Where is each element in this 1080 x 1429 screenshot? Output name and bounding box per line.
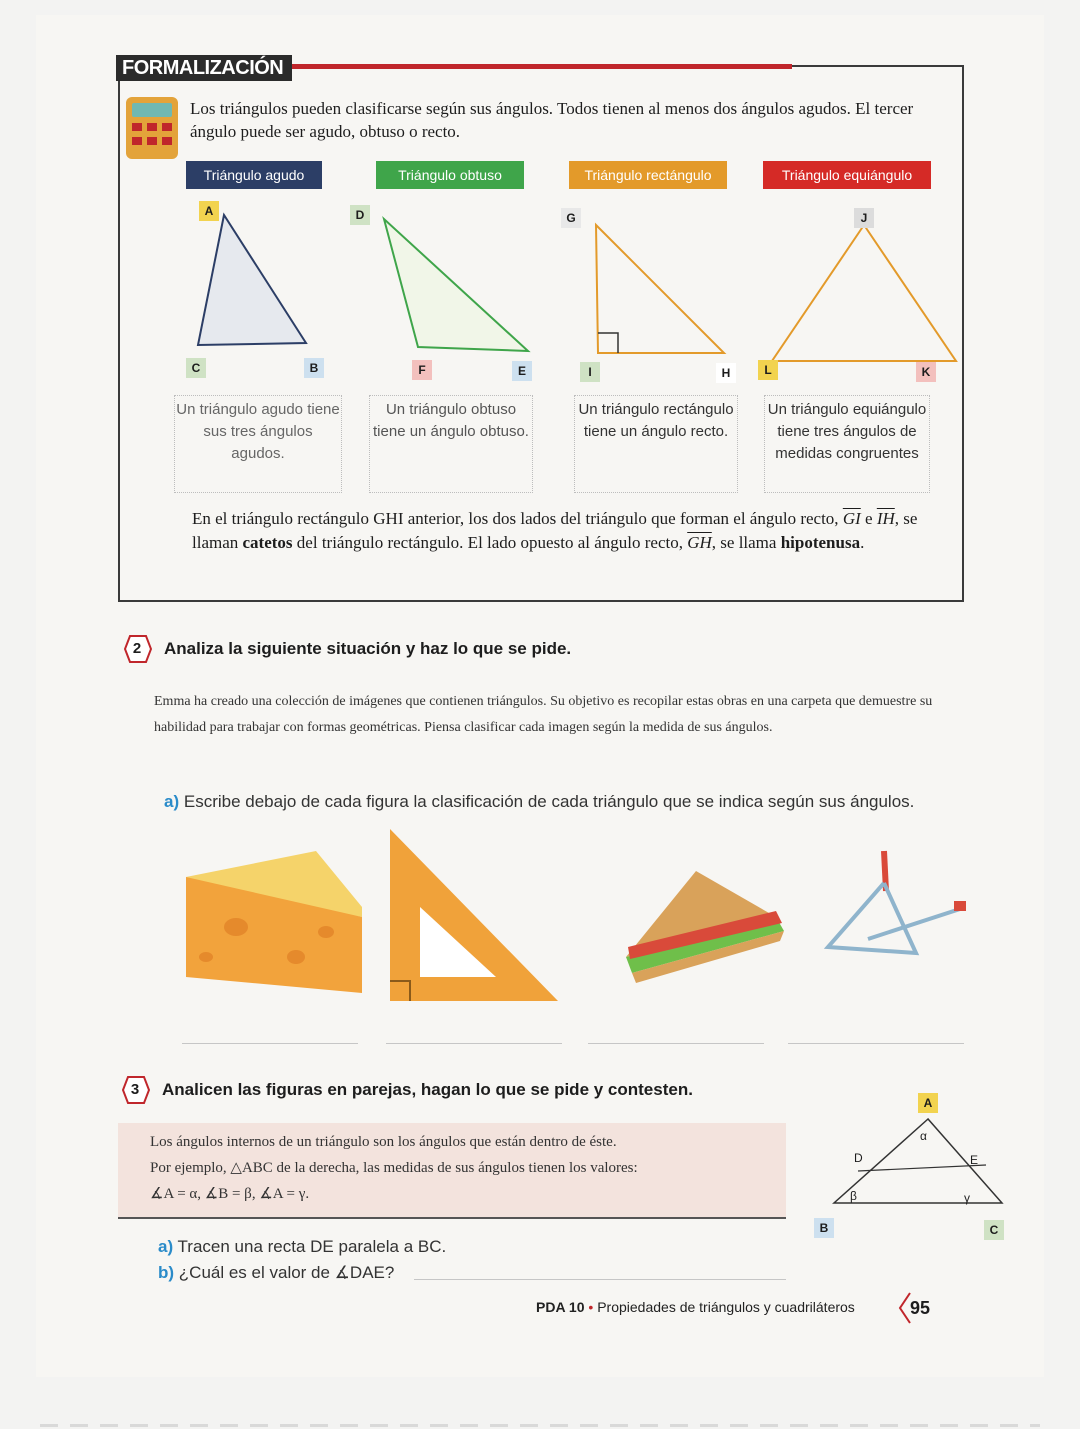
desc-agudo: Un triángulo agudo tiene sus tres ángulos agudos.: [174, 395, 342, 493]
catetos-part: , se llama: [711, 533, 781, 552]
triangle-obtuso: [384, 219, 528, 351]
definition-text: [150, 1129, 780, 1207]
activity-3-question-b: [158, 1263, 394, 1283]
label-agudo: Triángulo agudo: [186, 161, 322, 189]
catetos-part: , se llaman: [192, 509, 918, 552]
catetos-part: En el triángulo rectángulo GHI anterior, los dos lados del triángulo que forman el ángulo recto,: [192, 509, 843, 528]
question-text: Tracen una recta DE paralela a BC.: [177, 1237, 447, 1256]
footer-bullet: •: [588, 1299, 594, 1315]
vertex-e: E: [512, 361, 532, 381]
footer-pda: PDA 10: [536, 1299, 585, 1315]
figure-label-gamma: γ: [964, 1191, 970, 1205]
activity-3-number: 3: [130, 1081, 140, 1098]
figure-label-e: E: [970, 1153, 979, 1167]
footer-topic: Propiedades de triángulos y cuadriláteros: [597, 1299, 855, 1315]
vertex-h: H: [716, 363, 736, 383]
answer-line-1[interactable]: [182, 1043, 358, 1044]
definition-line: ∡A = α, ∡B = β, ∡A = γ.: [150, 1186, 310, 1202]
page-footer: [536, 1299, 855, 1315]
segment-gh: $\overline{GH}$: [687, 533, 712, 552]
page-number: 95: [909, 1298, 931, 1318]
abc-triangle-figure: [816, 1113, 1016, 1213]
right-angle-mark: [598, 333, 618, 353]
vertex-j: J: [854, 208, 874, 228]
intro-text: Los triángulos pueden clasificarse según sus ángulos. Todos tienen al menos dos ángulos agudos. El tercer ángulo puede ser agudo, obtuso o recto.: [190, 99, 914, 141]
vertex-a: A: [199, 201, 219, 221]
set-square-icon: [390, 829, 558, 1001]
figure-vertex-a: A: [918, 1093, 938, 1113]
textbook-page: [36, 15, 1044, 1377]
figure-label-alpha: α: [920, 1129, 927, 1143]
answer-line-dae[interactable]: [414, 1279, 786, 1280]
answer-line-4[interactable]: [788, 1043, 964, 1044]
question-text: ¿Cuál es el valor de ∡DAE?: [178, 1263, 395, 1282]
vertex-l: L: [758, 360, 778, 380]
catetos-text: [192, 507, 948, 555]
section-title: FORMALIZACIÓN: [116, 55, 292, 81]
triangle-instrument-icon: [828, 851, 966, 953]
question-text: Escribe debajo de cada figura la clasificación de cada triángulo que se indica según sus ángulos.: [183, 792, 915, 811]
segment-gi: $\overline{GI}$: [842, 509, 861, 528]
bottom-dashed-divider: [40, 1424, 1040, 1427]
figure-label-beta: β: [850, 1189, 857, 1203]
vertex-d: D: [350, 205, 370, 225]
segment-ih: $\overline{IH}$: [876, 509, 895, 528]
figure-vertex-c: C: [984, 1220, 1004, 1240]
question-letter: a): [164, 792, 180, 811]
term-catetos: catetos: [242, 533, 293, 552]
desc-rectangulo: Un triángulo rectángulo tiene un ángulo recto.: [574, 395, 738, 493]
sandwich-icon: [626, 871, 784, 983]
answer-line-3[interactable]: [588, 1043, 764, 1044]
activity-2-question-a: [164, 792, 1004, 812]
triangle-rectangulo: [596, 225, 724, 353]
vertex-g: G: [561, 208, 581, 228]
vertex-f: F: [412, 360, 432, 380]
definition-line: Por ejemplo, △ABC de la derecha, las medidas de sus ángulos tienen los valores:: [150, 1160, 638, 1176]
figure-vertex-b: B: [814, 1218, 834, 1238]
activity-3-question-a: [158, 1237, 446, 1257]
catetos-part: .: [860, 533, 865, 552]
triangle-equiangulo: [772, 225, 956, 361]
vertex-b: B: [304, 358, 324, 378]
question-letter: b): [158, 1263, 175, 1282]
vertex-c: C: [186, 358, 206, 378]
label-obtuso: Triángulo obtuso: [376, 161, 524, 189]
label-rectangulo: Triángulo rectángulo: [569, 161, 727, 189]
activity-2-paragraph: Emma ha creado una colección de imágenes que contienen triángulos. Su objetivo es recopilar estas obras en una carpeta que demuestre su habilidad para trabajar con formas geométricas. Piensa clasificar cada imagen según la medida de sus ángulos.: [154, 694, 933, 735]
triangle-agudo: [198, 215, 306, 345]
label-equiangulo: Triángulo equiángulo: [763, 161, 931, 189]
vertex-k: K: [916, 362, 936, 382]
answer-line-2[interactable]: [386, 1043, 562, 1044]
desc-obtuso: Un triángulo obtuso tiene un ángulo obtuso.: [369, 395, 533, 493]
catetos-part: e: [860, 509, 877, 528]
vertex-i: I: [580, 362, 600, 382]
catetos-part: del triángulo rectángulo. El lado opuesto al ángulo recto,: [292, 533, 688, 552]
question-letter: a): [158, 1237, 174, 1256]
activity-3-title: Analicen las figuras en parejas, hagan lo que se pide y contesten.: [162, 1080, 693, 1099]
activity-2-number: 2: [132, 640, 142, 657]
definition-line: Los ángulos internos de un triángulo son los ángulos que están dentro de éste.: [150, 1134, 617, 1150]
figure-label-d: D: [854, 1151, 863, 1165]
term-hipotenusa: hipotenusa: [780, 533, 861, 552]
activity-2-title: Analiza la siguiente situación y haz lo que se pide.: [164, 639, 572, 658]
images-row: [176, 827, 966, 1007]
calculator-icon: [124, 95, 180, 161]
title-red-bar: [292, 64, 792, 69]
cheese-icon: [186, 851, 362, 993]
desc-equiangulo: Un triángulo equiángulo tiene tres ángulos de medidas congruentes: [764, 395, 930, 493]
